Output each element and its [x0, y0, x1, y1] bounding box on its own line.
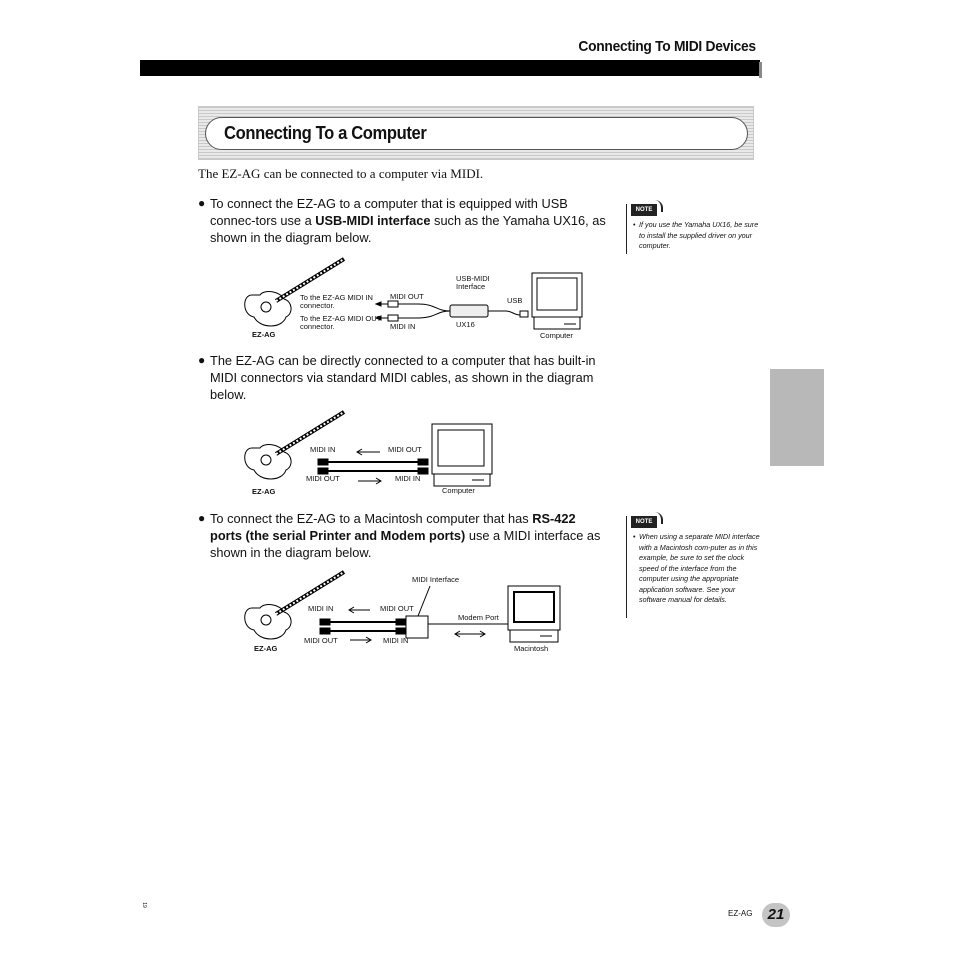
note-usb: [626, 204, 761, 254]
bullet-text: To connect the EZ-AG to a computer that is equipped with USB connec-tors use a: [210, 196, 568, 228]
bullet-text: use a MIDI interface as shown in the diagram below.: [210, 528, 601, 560]
label-midi-interface: MIDI Interface: [412, 575, 460, 584]
label-computer: Computer: [442, 486, 475, 495]
cable-icon: [320, 619, 406, 634]
note-bullet: •: [633, 220, 636, 229]
label-midi-out-left: MIDI OUT: [304, 636, 338, 645]
note-text: When using a separate MIDI interface with a Macintosh com-puter as in this example, be sure to set the clock speed of the interface from the computer using the appropriate application software. See your software manual for details.: [639, 532, 760, 604]
label-computer: Computer: [540, 331, 573, 340]
diagram-macintosh-midi: [240, 568, 570, 658]
label-to-midi-in: To the EZ-AG MIDI IN connector.: [300, 293, 373, 310]
chapter-title: Connecting To a Computer: [224, 123, 427, 143]
label-interface: USB-MIDI Interface: [456, 274, 490, 291]
bullet-symbol: ●: [198, 196, 206, 210]
label-midi-out: MIDI OUT: [390, 292, 424, 301]
cable-icon: [376, 301, 528, 321]
chapter-banner: [198, 106, 754, 160]
chapter-pill: [205, 117, 748, 150]
label-midi-out-right: MIDI OUT: [388, 445, 422, 454]
note-macintosh: [626, 516, 761, 618]
computer-icon: [432, 424, 492, 486]
label-usb: USB: [507, 296, 523, 305]
intro-text: The EZ-AG can be connected to a computer via MIDI.: [198, 166, 484, 181]
label-midi-in-right: MIDI IN: [383, 636, 409, 645]
bullet-text: To connect the EZ-AG to a Macintosh computer that has: [210, 511, 533, 526]
macintosh-icon: [508, 586, 560, 642]
guitar-label: EZ-AG: [254, 644, 278, 653]
computer-icon: [532, 273, 582, 329]
bullet-text: such as the Yamaha UX16, as shown in the diagram below.: [210, 213, 606, 245]
arrow-icon: [357, 449, 381, 484]
midi-interface-icon: [406, 586, 510, 638]
label-to-midi-out: To the EZ-AG MIDI OUT connector.: [300, 314, 382, 331]
bullet-macintosh: [198, 510, 608, 561]
bullet-bold: USB-MIDI interface: [315, 213, 431, 228]
header-bar: [140, 60, 760, 76]
note-tag: NOTE: [631, 516, 657, 528]
label-midi-out-left: MIDI OUT: [306, 474, 340, 483]
footer-side-mark: 19: [140, 902, 147, 908]
label-midi-in-right: MIDI IN: [395, 474, 421, 483]
note-text: If you use the Yamaha UX16, be sure to install the supplied driver on your computer.: [639, 220, 759, 250]
label-modem-port: Modem Port: [458, 613, 499, 622]
label-midi-in: MIDI IN: [390, 322, 416, 331]
section-title: Connecting To MIDI Devices: [578, 38, 756, 55]
guitar-label: EZ-AG: [252, 330, 276, 339]
bullet-usb: [198, 195, 608, 246]
diagram-usb-midi: [240, 255, 590, 345]
label-midi-in-left: MIDI IN: [308, 604, 334, 613]
bullet-symbol: ●: [198, 511, 206, 525]
page-number: 21: [762, 903, 790, 927]
guitar-label: EZ-AG: [252, 487, 276, 496]
label-midi-in-left: MIDI IN: [310, 445, 336, 454]
note-tag: NOTE: [631, 204, 657, 216]
cable-icon: [318, 459, 428, 474]
note-bullet: •: [633, 532, 636, 541]
label-midi-out-right: MIDI OUT: [380, 604, 414, 613]
bullet-bold: RS-422 ports (the serial Printer and Modem ports): [210, 511, 576, 543]
side-tab: [770, 369, 824, 466]
label-macintosh: Macintosh: [514, 644, 549, 653]
footer-brand: EZ-AG: [728, 909, 753, 918]
bullet-symbol: ●: [198, 353, 206, 367]
bullet-text: The EZ-AG can be directly connected to a computer that has built-in MIDI connectors via standard MIDI cables, as shown in the diagram below.: [210, 353, 596, 402]
bullet-direct: [198, 352, 608, 403]
label-ux16: UX16: [456, 320, 475, 329]
diagram-direct-midi: [240, 408, 500, 500]
